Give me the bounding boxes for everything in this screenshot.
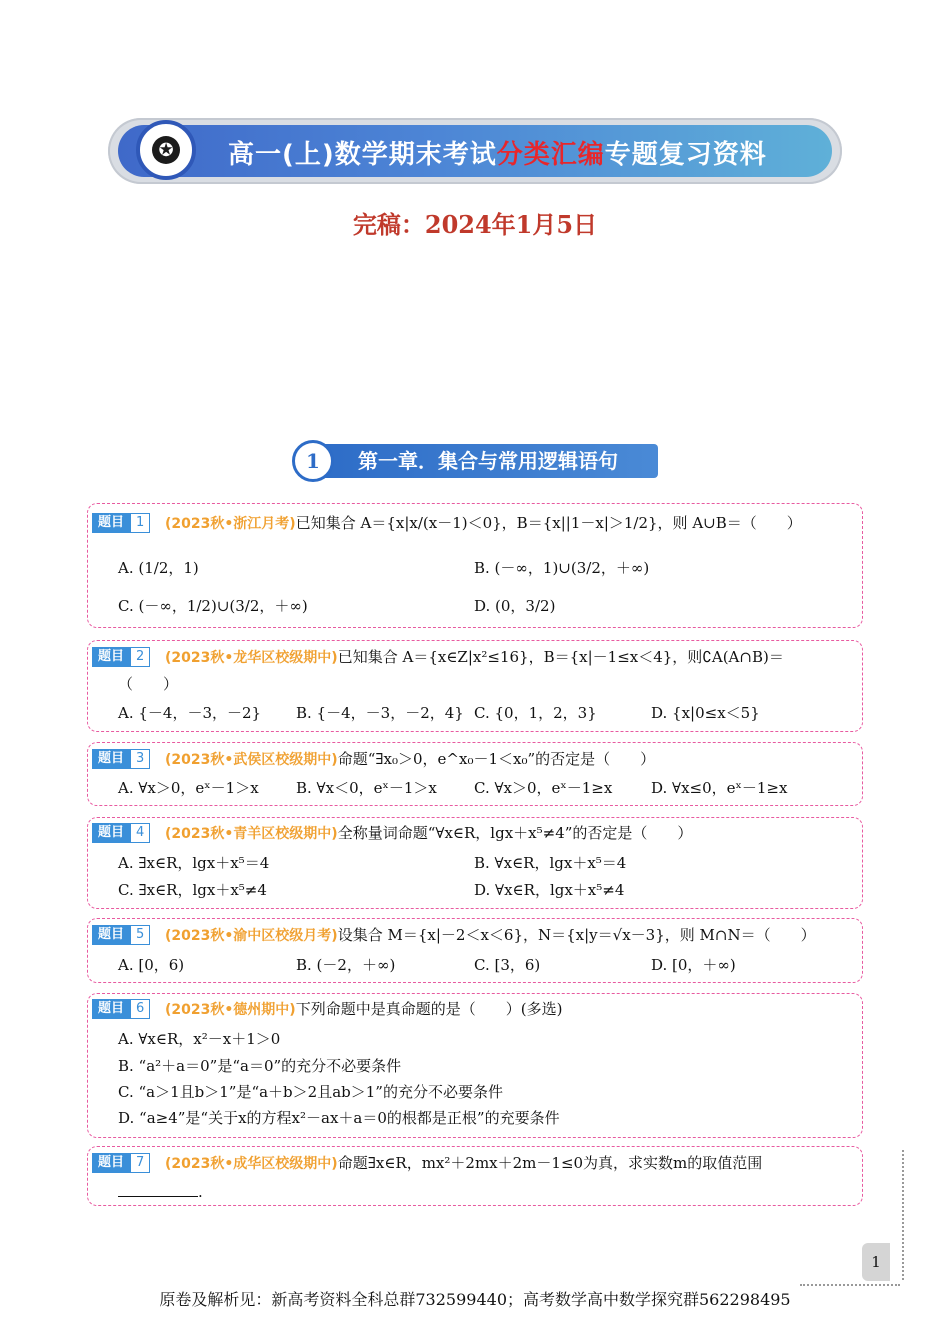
option-a: A. ∀x＞0，eˣ－1＞x <box>118 779 259 797</box>
option-d: D. ∀x≤0，eˣ－1≥x <box>651 779 788 797</box>
chapter-number: 1 <box>292 440 334 482</box>
option-a: A. ∃x∈R，lgx＋x⁵＝4 <box>118 854 270 872</box>
title-part2: 专题复习资料 <box>604 140 767 170</box>
question-stem-5 <box>165 925 816 946</box>
star-badge-icon: ✪ <box>152 136 180 164</box>
question-source: (2023秋•德州期中) <box>165 1002 296 1018</box>
question-text: 命题“∃x₀＞0，e^x₀－1＜x₀”的否定是（ ） <box>337 750 656 768</box>
option-b: B. (－∞，1)∪(3/2，＋∞) <box>474 559 650 577</box>
question-number: 5 <box>130 925 150 945</box>
question-source: (2023秋•成华区校级期中) <box>165 1156 338 1172</box>
question-label-6 <box>92 999 150 1019</box>
document-title <box>228 134 767 171</box>
option-b: B. ∀x＜0，eˣ－1＞x <box>296 779 437 797</box>
question-text: 命题∃x∈R，mx²＋2mx＋2m－1≤0为真，求实数m的取值范围 <box>337 1154 763 1172</box>
question-source: (2023秋•浙江月考) <box>165 516 296 532</box>
question-stem-3 <box>165 749 655 770</box>
option-d: D. {x|0≤x＜5} <box>651 704 760 722</box>
question-label-7 <box>92 1153 150 1173</box>
blank-line <box>118 1180 198 1197</box>
question-label-text: 题目 <box>92 925 130 945</box>
question-text: 全称量词命题“∀x∈R，lgx＋x⁵≠4”的否定是（ ） <box>337 824 693 842</box>
option-c: C. {0，1，2，3} <box>474 704 597 722</box>
question-label-text: 题目 <box>92 999 130 1019</box>
question-label-1 <box>92 513 150 533</box>
completion-date: 完稿：2024年1月5日 <box>352 210 598 239</box>
question-stem-1 <box>165 513 802 534</box>
page-corner-dots-horizontal <box>800 1284 900 1286</box>
chapter-heading <box>292 440 662 480</box>
option-c: C. [3，6) <box>474 956 541 974</box>
question-number: 4 <box>130 823 150 843</box>
question-text: 设集合 M＝{x|－2＜x＜6}，N＝{x|y＝√x－3}，则 M∩N＝（ ） <box>337 926 816 944</box>
page-corner-dots-vertical <box>902 1150 904 1280</box>
option-c: C. “a＞1且b＞1”是“a＋b＞2且ab＞1”的充分不必要条件 <box>118 1083 503 1101</box>
question-number: 1 <box>130 513 150 533</box>
title-part1: 高一(上)数学期末考试 <box>228 140 497 170</box>
option-a: A. {－4，－3，－2} <box>118 704 262 722</box>
question-text: 已知集合 A＝{x∈Z|x²≤16}，B＝{x|－1≤x＜4}，则∁A(A∩B)＝ <box>337 648 784 666</box>
question-number: 3 <box>130 749 150 769</box>
title-banner <box>108 118 842 184</box>
chapter-title: 第一章．集合与常用逻辑语句 <box>314 444 658 478</box>
footer-note: 原卷及解析见：新高考资料全科总群732599440；高考数学高中数学探究群562298495 <box>159 1290 791 1309</box>
question-label-text: 题目 <box>92 823 130 843</box>
option-c: C. ∃x∈R，lgx＋x⁵≠4 <box>118 881 267 899</box>
question-label-2 <box>92 647 150 667</box>
option-b: B. ∀x∈R，lgx＋x⁵＝4 <box>474 854 627 872</box>
option-a: A. ∀x∈R，x²－x＋1＞0 <box>118 1030 281 1048</box>
question-label-5 <box>92 925 150 945</box>
question-source: (2023秋•渝中区校级月考) <box>165 928 338 944</box>
question-stem-2-cont: （ ） <box>118 675 179 693</box>
question-stem-4 <box>165 823 692 844</box>
option-b: B. (－2，＋∞) <box>296 956 396 974</box>
question-text: 已知集合 A＝{x|x/(x－1)＜0}，B＝{x||1－x|＞1/2}，则 A∪B＝（ ） <box>295 514 802 532</box>
option-d: D. “a≥4”是“关于x的方程x²－ax＋a＝0的根都是正根”的充要条件 <box>118 1109 560 1127</box>
option-b: B. {－4，－3，－2，4} <box>296 704 464 722</box>
question-label-text: 题目 <box>92 749 130 769</box>
option-a: A. [0，6) <box>118 956 185 974</box>
question-label-4 <box>92 823 150 843</box>
page-number: 1 <box>862 1243 890 1281</box>
question-text: 下列命题中是真命题的是（ ）(多选) <box>295 1000 563 1018</box>
question-stem-2 <box>165 647 784 668</box>
option-d: D. ∀x∈R，lgx＋x⁵≠4 <box>474 881 625 899</box>
question-source: (2023秋•龙华区校级期中) <box>165 650 338 666</box>
option-b: B. “a²＋a＝0”是“a＝0”的充分不必要条件 <box>118 1057 402 1075</box>
question-number: 7 <box>130 1153 150 1173</box>
question-stem-7 <box>165 1153 762 1174</box>
question-label-text: 题目 <box>92 1153 130 1173</box>
question-label-text: 题目 <box>92 647 130 667</box>
answer-blank <box>118 1180 203 1202</box>
option-d: D. [0，＋∞) <box>651 956 736 974</box>
question-number: 6 <box>130 999 150 1019</box>
option-d: D. (0，3/2) <box>474 597 556 615</box>
banner-badge <box>136 120 196 180</box>
question-source: (2023秋•武侯区校级期中) <box>165 752 338 768</box>
title-highlight: 分类汇编 <box>496 140 605 170</box>
question-source: (2023秋•青羊区校级期中) <box>165 826 338 842</box>
question-label-text: 题目 <box>92 513 130 533</box>
question-number: 2 <box>130 647 150 667</box>
question-stem-6 <box>165 999 562 1020</box>
option-c: C. (－∞，1/2)∪(3/2，＋∞) <box>118 597 308 615</box>
option-c: C. ∀x＞0，eˣ－1≥x <box>474 779 613 797</box>
blank-tail: . <box>198 1183 203 1201</box>
option-a: A. (1/2，1) <box>118 559 199 577</box>
question-label-3 <box>92 749 150 769</box>
